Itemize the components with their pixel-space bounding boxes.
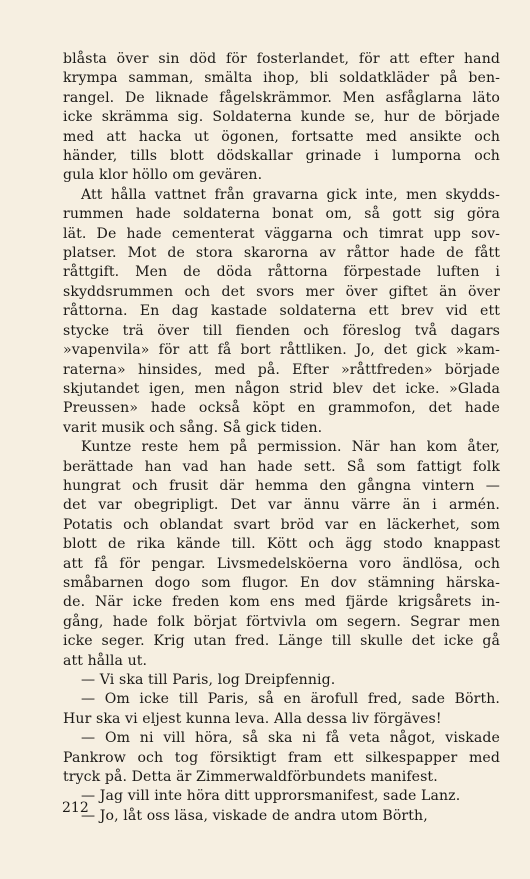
text-line: raterna» hinsides, med på. Efter »råttfreden» började	[63, 361, 500, 378]
text-line: Hur ska vi eljest kunna leva. Alla dessa liv förgäves!	[63, 710, 442, 727]
text-line: stycke trä över till fienden och föreslog två dagars	[63, 322, 500, 339]
text-line: händer, tills blott dödskallar grinade i lumporna och	[63, 148, 500, 165]
paragraph	[63, 690, 500, 729]
text-line: gång, hade folk börjat förtvivla om segern. Segrar men	[63, 613, 500, 630]
text-line: — Vi ska till Paris, log Dreipfennig.	[81, 672, 336, 688]
page-body-text	[63, 50, 500, 826]
paragraph	[63, 729, 500, 787]
paragraph	[63, 671, 500, 690]
text-line: icke seger. Krig utan fred. Länge till skulle det icke gå	[63, 633, 500, 650]
text-line: platser. Mot de stora skarorna av råttor hade de fått	[63, 245, 500, 262]
text-line: Att hålla vattnet från gravarna gick inte, men skydds-	[81, 186, 500, 203]
text-line: hungrat och frusit där hemma den gångna vintern —	[63, 477, 500, 494]
paragraph	[63, 807, 500, 826]
text-line: skyddsrummen och det svors mer över giftet än över	[63, 283, 500, 300]
text-line: att få för pengar. Livsmedelsköerna voro ändlösa, och	[63, 555, 500, 572]
text-line: blåsta över sin död för fosterlandet, för att efter hand	[63, 51, 500, 67]
text-line: skjutandet igen, men någon strid blev det icke. »Glada	[63, 380, 500, 397]
paragraph	[63, 50, 500, 186]
text-line: de. När icke freden kom ens med fjärde krigsårets in-	[63, 594, 500, 611]
text-line: det var obegripligt. Det var ännu värre än i armén.	[63, 497, 500, 514]
paragraph	[63, 186, 500, 438]
text-line: att hålla ut.	[63, 652, 148, 669]
text-line: lät. De hade cementerat väggarna och timrat upp sov-	[63, 225, 500, 242]
text-line: Potatis och oblandat svart bröd var en läckerhet, som	[63, 516, 500, 533]
text-line: råttorna. En dag kastade soldaterna ett brev vid ett	[63, 303, 500, 320]
text-line: — Jag vill inte höra ditt upprorsmanifest, sade Lanz.	[81, 788, 461, 805]
text-line: Pankrow och tog försiktigt fram ett silkespapper med	[63, 749, 500, 766]
text-line: icke skrämma sig. Soldaterna kunde se, hur de började	[63, 109, 500, 126]
text-line: Kuntze reste hem på permission. När han kom åter,	[81, 439, 500, 456]
text-line: krympa samman, smälta ihop, bli soldatkläder på ben-	[63, 70, 500, 87]
text-line: råttgift. Men de döda råttorna förpestade luften i	[63, 264, 500, 281]
text-line: Preussen» hade också köpt en grammofon, det hade	[63, 400, 500, 417]
text-line: tryck på. Detta är Zimmerwaldförbundets manifest.	[63, 769, 438, 786]
text-line: — Jo, låt oss läsa, viskade de andra utom Börth,	[81, 807, 428, 824]
paragraph	[63, 787, 500, 806]
text-line: berättade han vad han hade sett. Så som fattigt folk	[63, 458, 500, 475]
text-line: — Om ni vill höra, så ska ni få veta något, viskade	[81, 730, 500, 747]
text-line: rummen hade soldaterna bonat om, så gott sig göra	[63, 206, 500, 223]
text-line: gula klor höllo om gevären.	[63, 167, 263, 184]
text-line: småbarnen dogo som flugor. En dov stämning härska-	[63, 574, 500, 591]
text-line: rangel. De liknade fågelskrämmor. Men asfåglarna läto	[63, 89, 500, 106]
paragraph	[63, 438, 500, 671]
text-line: varit musik och sång. Så gick tiden.	[63, 419, 323, 436]
text-line: med att hacka ut ögonen, fortsatte med ansikte och	[63, 128, 500, 145]
text-line: blott de rika kände till. Kött och ägg stodo knappast	[63, 536, 500, 553]
text-line: »vapenvila» för att få bort råttliken. Jo, det gick »kam-	[63, 342, 500, 359]
page-number: 212	[62, 800, 89, 816]
text-line: — Om icke till Paris, så en ärofull fred, sade Börth.	[81, 691, 500, 708]
